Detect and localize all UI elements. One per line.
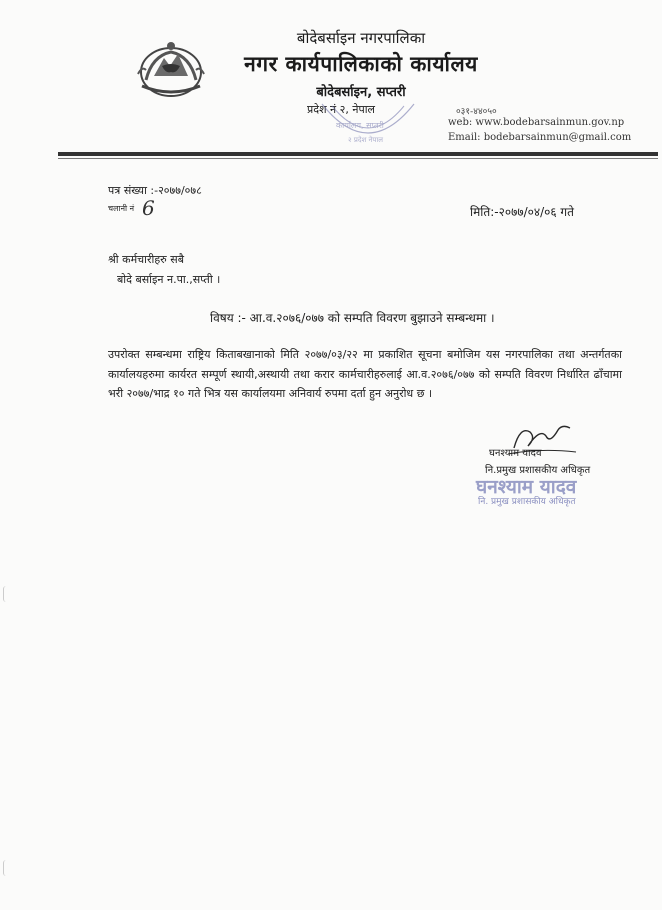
svg-text:कार्यालय, सप्तरी: कार्यालय, सप्तरी xyxy=(336,121,384,130)
signatory-title: नि.प्रमुख प्रशासकीय अधिकृत xyxy=(485,465,591,476)
letter-body: उपरोक्त सम्बन्धमा राष्ट्रिय किताबखानाको मिति २०७७/०३/२२ मा प्रकाशित सूचना बमोजिम यस नगरपालिका तथा अन्तर्गतका कार्यालयहरुमा कार्यरत सम्पूर्ण स्थायी,अस्थायी तथा करार कार्मचारीहरुलाई आ.व.२०७६/०७७ को सम्पति विवरण निर्धारित ढाँचामा भरी २०७७/भाद्र १० गते भित्र यस कार्यालयमा अनिवार्य रुपमा दर्ता हुन अनुरोध छ । xyxy=(108,348,622,400)
punch-hole-mark xyxy=(3,860,9,876)
dispatch-number: 6 xyxy=(142,196,155,220)
dispatch-label: चलानी नं xyxy=(108,204,135,213)
reference-number: पत्र संख्या :-२०७७/०७८ xyxy=(108,184,202,197)
office-seal-icon xyxy=(318,84,418,150)
signatory-stamp-title: नि. प्रमुख प्रशासकीय अधिकृत xyxy=(478,497,576,507)
signatory-stamp-name: घनश्याम यादव xyxy=(476,476,577,498)
header-divider xyxy=(58,152,658,156)
signatory-name: घनश्याम यादव xyxy=(489,448,542,459)
svg-text:२ प्रदेश नेपाल: २ प्रदेश नेपाल xyxy=(348,136,383,144)
website-url[interactable]: web: www.bodebarsainmun.gov.np xyxy=(448,117,625,128)
recipient-line-2: बोदे बर्साइन न.पा.,सप्ती । xyxy=(117,273,221,286)
letter-date: मिति:-२०७७/०४/०६ गते xyxy=(470,205,575,219)
office-name: नगर कार्यपालिकाको कार्यालय xyxy=(244,52,478,76)
phone-number: ०३१-४४०५० xyxy=(456,107,497,117)
punch-hole-mark xyxy=(3,586,9,602)
office-address: बोदेबर्साइन, सप्तरी xyxy=(316,85,406,100)
letter-subject: विषय :- आ.व.२०७६/०७७ को सम्पति विवरण बुझाउने सम्बन्धमा । xyxy=(210,311,495,325)
header-divider-thin xyxy=(58,158,658,159)
municipality-name: बोदेबर्साइन नगरपालिका xyxy=(296,29,426,47)
email-address[interactable]: Email: bodebarsainmun@gmail.com xyxy=(448,132,632,143)
province-line: प्रदेश नं २, नेपाल xyxy=(306,103,376,116)
recipient-line-1: श्री कर्मचारीहरु सबै xyxy=(108,253,184,266)
